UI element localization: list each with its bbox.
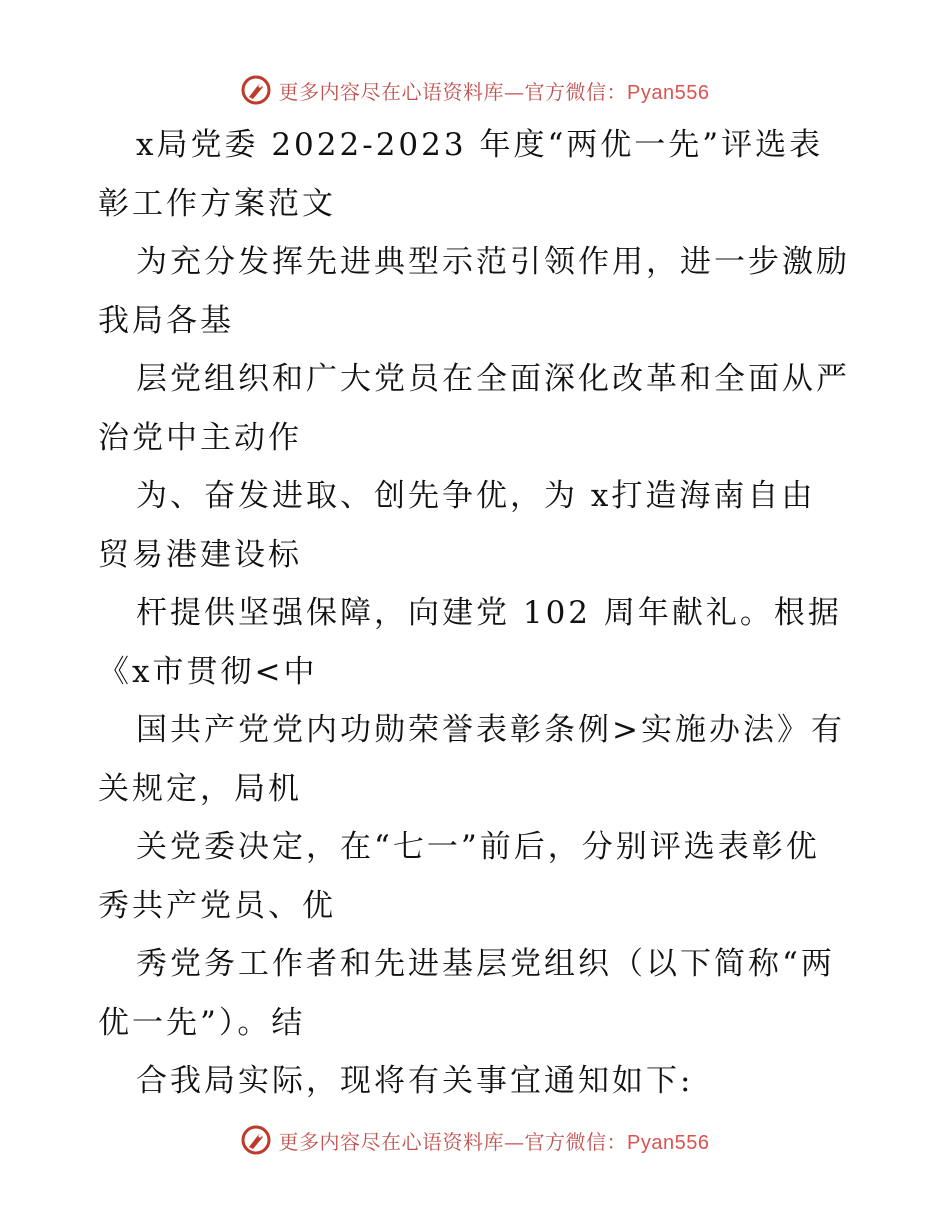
document-title: [98, 116, 858, 233]
paragraph: [98, 701, 858, 818]
text-line: 为充分发挥先进典型示范引领作用，进一步激励: [136, 244, 850, 280]
text-line: 层党组织和广大党员在全面深化改革和全面从严: [136, 361, 850, 397]
text-line: 国共产党党内功勋荣誉表彰条例>实施办法》有: [136, 712, 845, 748]
text-line: 我局各基: [98, 302, 234, 339]
footer-banner: [0, 1120, 950, 1160]
header-banner: [0, 70, 950, 110]
paragraph: [98, 935, 858, 1052]
text-line: 《x市贯彻<中: [98, 653, 318, 690]
document-body: [98, 116, 858, 1111]
banner-text: [279, 1126, 710, 1155]
text-line: 关规定，局机: [98, 770, 302, 807]
text-line: 关党委决定，在“七一”前后，分别评选表彰优: [136, 829, 820, 865]
paragraph: [98, 233, 858, 350]
paragraph: [98, 467, 858, 584]
text-line: 杆提供坚强保障，向建党 102 周年献礼。根据: [136, 595, 842, 631]
paragraph: [98, 350, 858, 467]
paragraph: [98, 818, 858, 935]
text-line: 彰工作方案范文: [98, 185, 336, 222]
text-line: 秀党务工作者和先进基层党组织（以下简称“两: [136, 946, 835, 982]
text-line: 贸易港建设标: [98, 536, 302, 573]
text-line: 秀共产党员、优: [98, 887, 336, 924]
banner-text: [279, 76, 710, 105]
text-line: 为、奋发进取、创先争优，为 x打造海南自由: [136, 478, 816, 514]
pen-nib-logo-icon: [241, 1125, 271, 1155]
banner-caption: 更多内容尽在心语资料库—官方微信：: [278, 79, 628, 104]
paragraph: [98, 1052, 858, 1111]
paragraph: [98, 584, 858, 701]
banner-caption: 更多内容尽在心语资料库—官方微信：: [278, 1129, 628, 1154]
text-line: 治党中主动作: [98, 419, 302, 456]
banner-brand: Pyan556: [627, 81, 710, 104]
text-line: 合我局实际，现将有关事宜通知如下:: [136, 1063, 694, 1099]
text-line: 优一先”）。结: [98, 1004, 306, 1041]
banner-brand: Pyan556: [627, 1131, 710, 1154]
text-line: x局党委 2022-2023 年度“两优一先”评选表: [136, 127, 824, 163]
pen-nib-logo-icon: [241, 75, 271, 105]
